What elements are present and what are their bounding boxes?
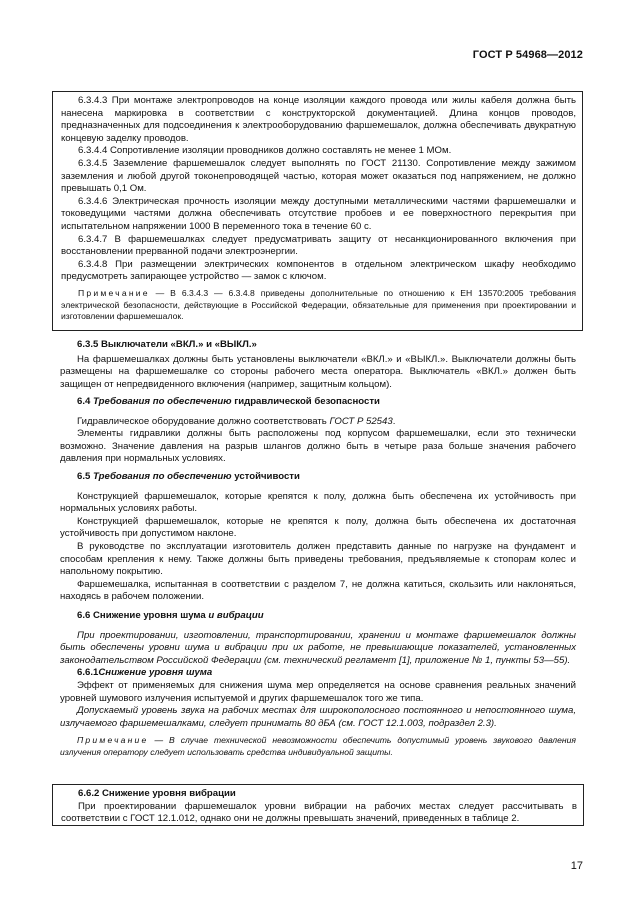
note-electrical xyxy=(61,288,576,323)
para-hydraulic-standard xyxy=(60,416,576,429)
heading-6-6-2: 6.6.2 Снижение уровня вибрации xyxy=(78,788,236,799)
note-label: Примечание xyxy=(78,287,150,298)
heading-rest: устойчивости xyxy=(234,471,300,482)
section-6-3-5 xyxy=(60,339,576,391)
heading-number: 6.6.1 xyxy=(77,667,99,679)
heading-italic: и вибрации xyxy=(208,610,264,621)
document-header: ГОСТ Р 54968—2012 xyxy=(472,49,583,61)
heading-6-4 xyxy=(60,396,576,409)
heading-bold: 6.6 Снижение уровня шума xyxy=(77,610,206,621)
para-stability-4: Фаршемешалка, испытанная в соответствии с разделом 7, не должна катиться, скользить или наклоняться, находясь в рабочем положении. xyxy=(60,578,576,603)
text: Гидравлическое оборудование должно соответствовать xyxy=(77,415,330,427)
para-switches: На фаршемешалках должны быть установлены выключатели «ВКЛ.» и «ВЫКЛ.». Выключатели должны быть размещены на фаршемешалке со стороны рабочего места оператора. Выключатель «ВКЛ.» должен быть защищен от непредвиденного включения (например, защитным кольцом). xyxy=(60,353,576,390)
standard-ref: ГОСТ Р 52543 xyxy=(329,415,393,427)
note-text: — В случае технической невозможности обеспечить допустимый уровень звукового давления излучения оператору следует использовать средства индивидуальной защиты. xyxy=(60,735,576,757)
para-vibration: При проектировании фаршемешалок уровни вибрации на рабочих местах следует рассчитывать в соответствии с ГОСТ 12.1.012, однако они не должны превышать значений, приведенных в таблице 2. xyxy=(61,800,577,825)
para-noise-general: При проектировании, изготовлении, транспортировании, хранении и монтаже фаршемешалок должны быть обеспечены уровни шума и вибрации при их работе, не превышающие показателей, установленных законодательством Российской Федерации (см. технический регламент [1], приложение № 1, пункты 53—55). xyxy=(60,629,576,666)
boxed-insert-vibration xyxy=(52,784,584,826)
heading-6-6 xyxy=(60,610,576,623)
heading-number: 6.5 xyxy=(77,471,91,482)
para-6-3-4-5: 6.3.4.5 Заземление фаршемешалок следует выполнять по ГОСТ 21130. Сопротивление между зажимом заземления и любой другой токонепроводящей частью, которая может оказаться под напряжением, не должно превышать 0,1 Ом. xyxy=(61,157,576,195)
heading-6-3-5: 6.3.5 Выключатели «ВКЛ.» и «ВЫКЛ.» xyxy=(77,339,257,350)
boxed-insert-electrical xyxy=(52,91,583,331)
heading-6-5 xyxy=(60,471,576,484)
text: . xyxy=(392,415,396,427)
para-stability-3: В руководстве по эксплуатации изготовитель должен представить данные по нагрузке на фундамент и способам крепления к нему. Также должны быть приведены требования, предъявляемые к стопорам колес и напольному покрытию. xyxy=(60,540,576,578)
para-stability-1: Конструкцией фаршемешалок, которые крепятся к полу, должна быть обеспечена их устойчивость при нормальных условиях работы. xyxy=(60,490,576,515)
note-noise xyxy=(60,735,576,758)
para-hydraulic-elements: Элементы гидравлики должны быть расположены под корпусом фаршемешалки, если это технически возможно. Значение давления на разрыв шлангов должно быть в четыре раза больше значения рабочего давления при нормальных условиях. xyxy=(60,428,576,465)
para-stability-2: Конструкцией фаршемешалок, которые не крепятся к полу, должна быть обеспечена их достаточная устойчивость при допустимом наклоне. xyxy=(60,515,576,540)
page-number: 17 xyxy=(570,860,583,872)
heading-italic: Снижение уровня шума xyxy=(98,667,213,679)
heading-italic: Требования по обеспечению xyxy=(93,471,232,482)
section-6-6 xyxy=(60,610,576,759)
heading-rest: гидравлической безопасности xyxy=(234,396,380,407)
section-6-5 xyxy=(60,471,576,604)
para-6-3-4-3: 6.3.4.3 При монтаже электропроводов на конце изоляции каждого провода или жилы кабеля должна быть нанесена маркировка в соответствии с конструкторской документацией. Длина концов проводов, предназначенных для подсоединения к электрооборудованию фаршемешалок, должна обеспечивать двукратную концевую заделку проводов. xyxy=(61,95,576,144)
para-6-3-4-4: 6.3.4.4 Сопротивление изоляции проводников должно составлять не менее 1 МОм. xyxy=(78,145,452,157)
note-text: — В 6.3.4.3 — 6.3.4.8 приведены дополнительные по отношению к ЕН 13570:2005 требования электрической безопасности, действующие в Российской Федерации, обязательные для применения при проектировании и изготовлении фаршемешалок. xyxy=(61,287,576,322)
para-noise-level: Допускаемый уровень звука на рабочих местах для широкополосного постоянного и непостоянного шума, излучаемого фаршемешалками, следует принимать 80 дБА (см. ГОСТ 12.1.003, подраздел 2.3). xyxy=(60,705,576,729)
note-label: Примечание xyxy=(77,735,149,746)
heading-italic: Требования по обеспечению xyxy=(93,396,232,407)
section-6-4 xyxy=(60,396,576,466)
heading-number: 6.4 xyxy=(77,396,91,407)
para-noise-effect: Эффект от применяемых для снижения шума мер определяется на основе сравнения реальных значений уровней шумового излучения испытуемой и других фаршемешалок того же типа. xyxy=(60,679,576,704)
para-6-3-4-6: 6.3.4.6 Электрическая прочность изоляции между доступными металлическими частями фаршемешалки и токоведущими частями должна обеспечивать отсутствие пробоев и ее поверхностного перекрытия при испытательном напряжении 1000 В переменного тока в течение 60 с. xyxy=(61,195,576,232)
para-6-3-4-7: 6.3.4.7 В фаршемешалках следует предусматривать защиту от несанкционированного включения при восстановлении прерванной подачи электроэнергии. xyxy=(61,233,576,258)
heading-6-6-1 xyxy=(60,667,576,680)
para-6-3-4-8: 6.3.4.8 При размещении электрических компонентов в отдельном электрическом шкафу необходимо предусмотреть запирающее устройство — замок с ключом. xyxy=(61,258,576,283)
